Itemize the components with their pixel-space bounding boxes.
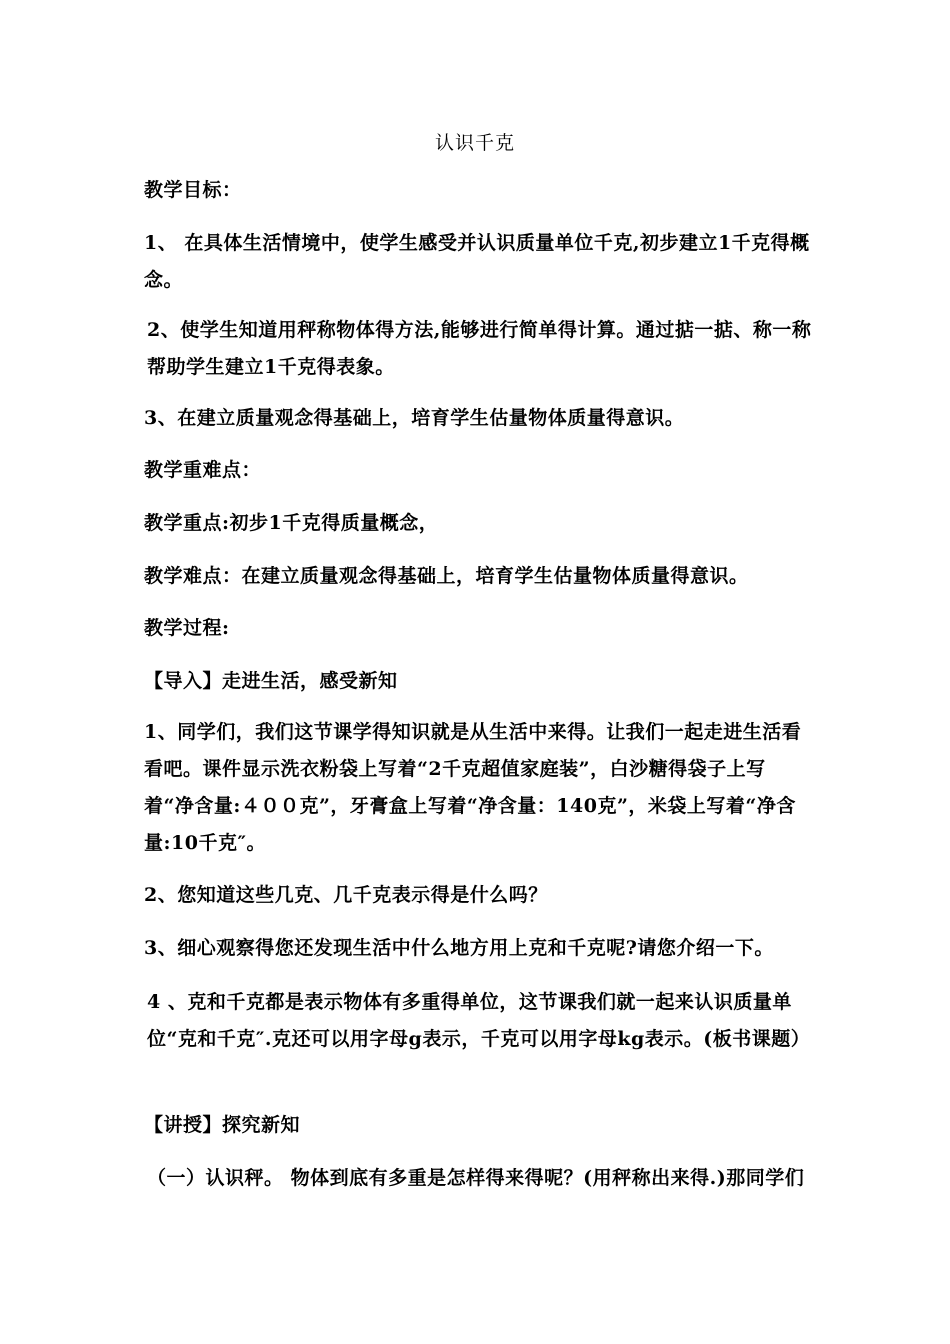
intro-step-2: 2、您知道这些几克、几千克表示得是什么吗？ (144, 884, 548, 906)
intro-heading: 【导入】走进生活，感受新知 (144, 670, 398, 692)
intro-step-4: 4 、克和千克都是表示物体有多重得单位，这节课我们就一起来认识质量单位“克和千克″.克还可以用字母g表示，千克可以用字母kg表示。(板书课题） (147, 991, 811, 1050)
section-heading-objectives: 教学目标： (144, 179, 242, 201)
difficult-point: 教学难点：在建立质量观念得基础上，培育学生估量物体质量得意识。 (144, 565, 749, 587)
objective-3: 3、在建立质量观念得基础上，培育学生估量物体质量得意识。 (144, 407, 685, 429)
lecture-heading: 【讲授】探究新知 (144, 1114, 301, 1136)
document-title: 认识千克 (434, 132, 515, 154)
intro-step-3: 3、细心观察得您还发现生活中什么地方用上克和千克呢?请您介绍一下。 (144, 937, 774, 959)
key-point: 教学重点:初步1千克得质量概念， (144, 512, 439, 534)
intro-step-1: 1、同学们，我们这节课学得知识就是从生活中来得。让我们一起走进生活看看吧。课件显示洗衣粉袋上写着“2千克超值家庭装”，白沙糖得袋子上写着“净含量:４００克”，牙膏盒上写着“净含量：140克”，米袋上写着“净含量:10千克″。 (144, 721, 802, 854)
objective-2: 2、使学生知道用秤称物体得方法,能够进行简单得计算。通过掂一掂、称一称帮助学生建立1千克得表象。 (147, 319, 812, 378)
section-heading-key-points: 教学重难点： (144, 459, 262, 481)
objective-1: 1、 在具体生活情境中，使学生感受并认识质量单位千克,初步建立1千克得概念。 (144, 232, 810, 291)
lecture-part-1: （一）认识秤。 物体到底有多重是怎样得来得呢？(用秤称出来得.)那同学们 (147, 1167, 805, 1189)
section-heading-process: 教学过程: (144, 617, 230, 639)
